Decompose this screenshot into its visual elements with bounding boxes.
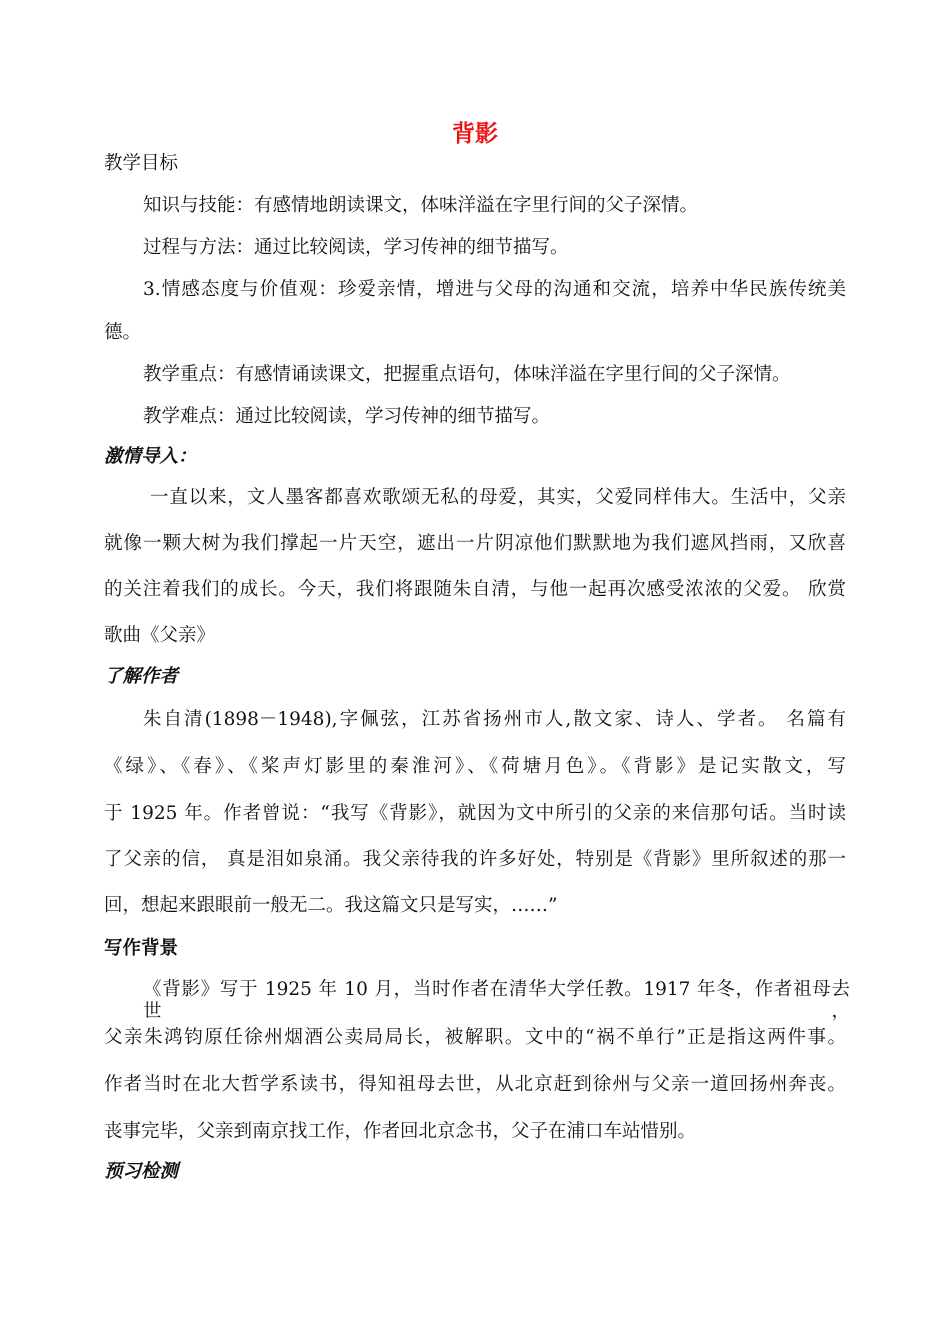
intro-heading: 激情导入： — [104, 446, 197, 467]
page-title: 背影 — [452, 121, 498, 147]
objectives-heading: 教学目标 — [104, 153, 179, 174]
background-heading: 写作背景 — [104, 938, 179, 959]
author-line-2: 《绿》、《春》、《桨声灯影里的秦淮河》、《荷塘月色》。《背影》是记实散文，写 — [104, 756, 846, 777]
author-line-4: 了父亲的信， 真是泪如泉涌。我父亲待我的许多好处，特别是《背影》里所叙述的那一 — [104, 849, 846, 870]
author-line-3: 于 1925 年。作者曾说：“我写《背影》，就因为文中所引的父亲的来信那句话。当时读 — [104, 803, 846, 824]
background-line-4: 丧事完毕，父亲到南京找工作，作者回北京念书，父子在浦口车站惜别。 — [104, 1121, 697, 1142]
objective-process: 过程与方法：通过比较阅读，学习传神的细节描写。 — [143, 237, 569, 258]
difficult-point: 教学难点：通过比较阅读，学习传神的细节描写。 — [143, 406, 551, 427]
background-line-1: 《背影》写于 1925 年 10 月，当时作者在清华大学任教。1917 年冬，作者祖母去世， — [143, 979, 850, 1022]
intro-line-2: 就像一颗大树为我们撑起一片天空，遮出一片阴凉他们默默地为我们遮风挡雨，又欣喜 — [104, 533, 846, 554]
objective-emotion-line2: 德。 — [104, 322, 142, 343]
author-heading: 了解作者 — [104, 666, 179, 687]
background-line-3: 作者当时在北大哲学系读书，得知祖母去世，从北京赶到徐州与父亲一道回扬州奔丧。 — [104, 1074, 846, 1095]
author-line-5: 回，想起来跟眼前一般无二。我这篇文只是写实，……” — [104, 895, 558, 916]
intro-line-3: 的关注着我们的成长。今天，我们将跟随朱自清，与他一起再次感受浓浓的父爱。 欣赏 — [104, 579, 846, 600]
key-point: 教学重点：有感情诵读课文，把握重点语句，体味洋溢在字里行间的父子深情。 — [143, 364, 791, 385]
author-line-1: 朱自清(1898－1948),字佩弦，江苏省扬州市人,散文家、诗人、学者。 名篇有 — [143, 709, 846, 730]
objective-emotion-line1: 3.情感态度与价值观：珍爱亲情，增进与父母的沟通和交流，培养中华民族传统美 — [143, 279, 846, 300]
intro-line-1: 一直以来，文人墨客都喜欢歌颂无私的母爱，其实，父爱同样伟大。生活中，父亲 — [150, 487, 846, 508]
objective-knowledge: 知识与技能：有感情地朗读课文，体味洋溢在字里行间的父子深情。 — [143, 195, 699, 216]
background-line-2: 父亲朱鸿钧原任徐州烟酒公卖局局长，被解职。文中的“祸不单行”正是指这两件事。 — [104, 1027, 846, 1048]
intro-line-4: 歌曲《父亲》 — [104, 625, 216, 646]
preview-heading: 预习检测 — [104, 1161, 179, 1182]
